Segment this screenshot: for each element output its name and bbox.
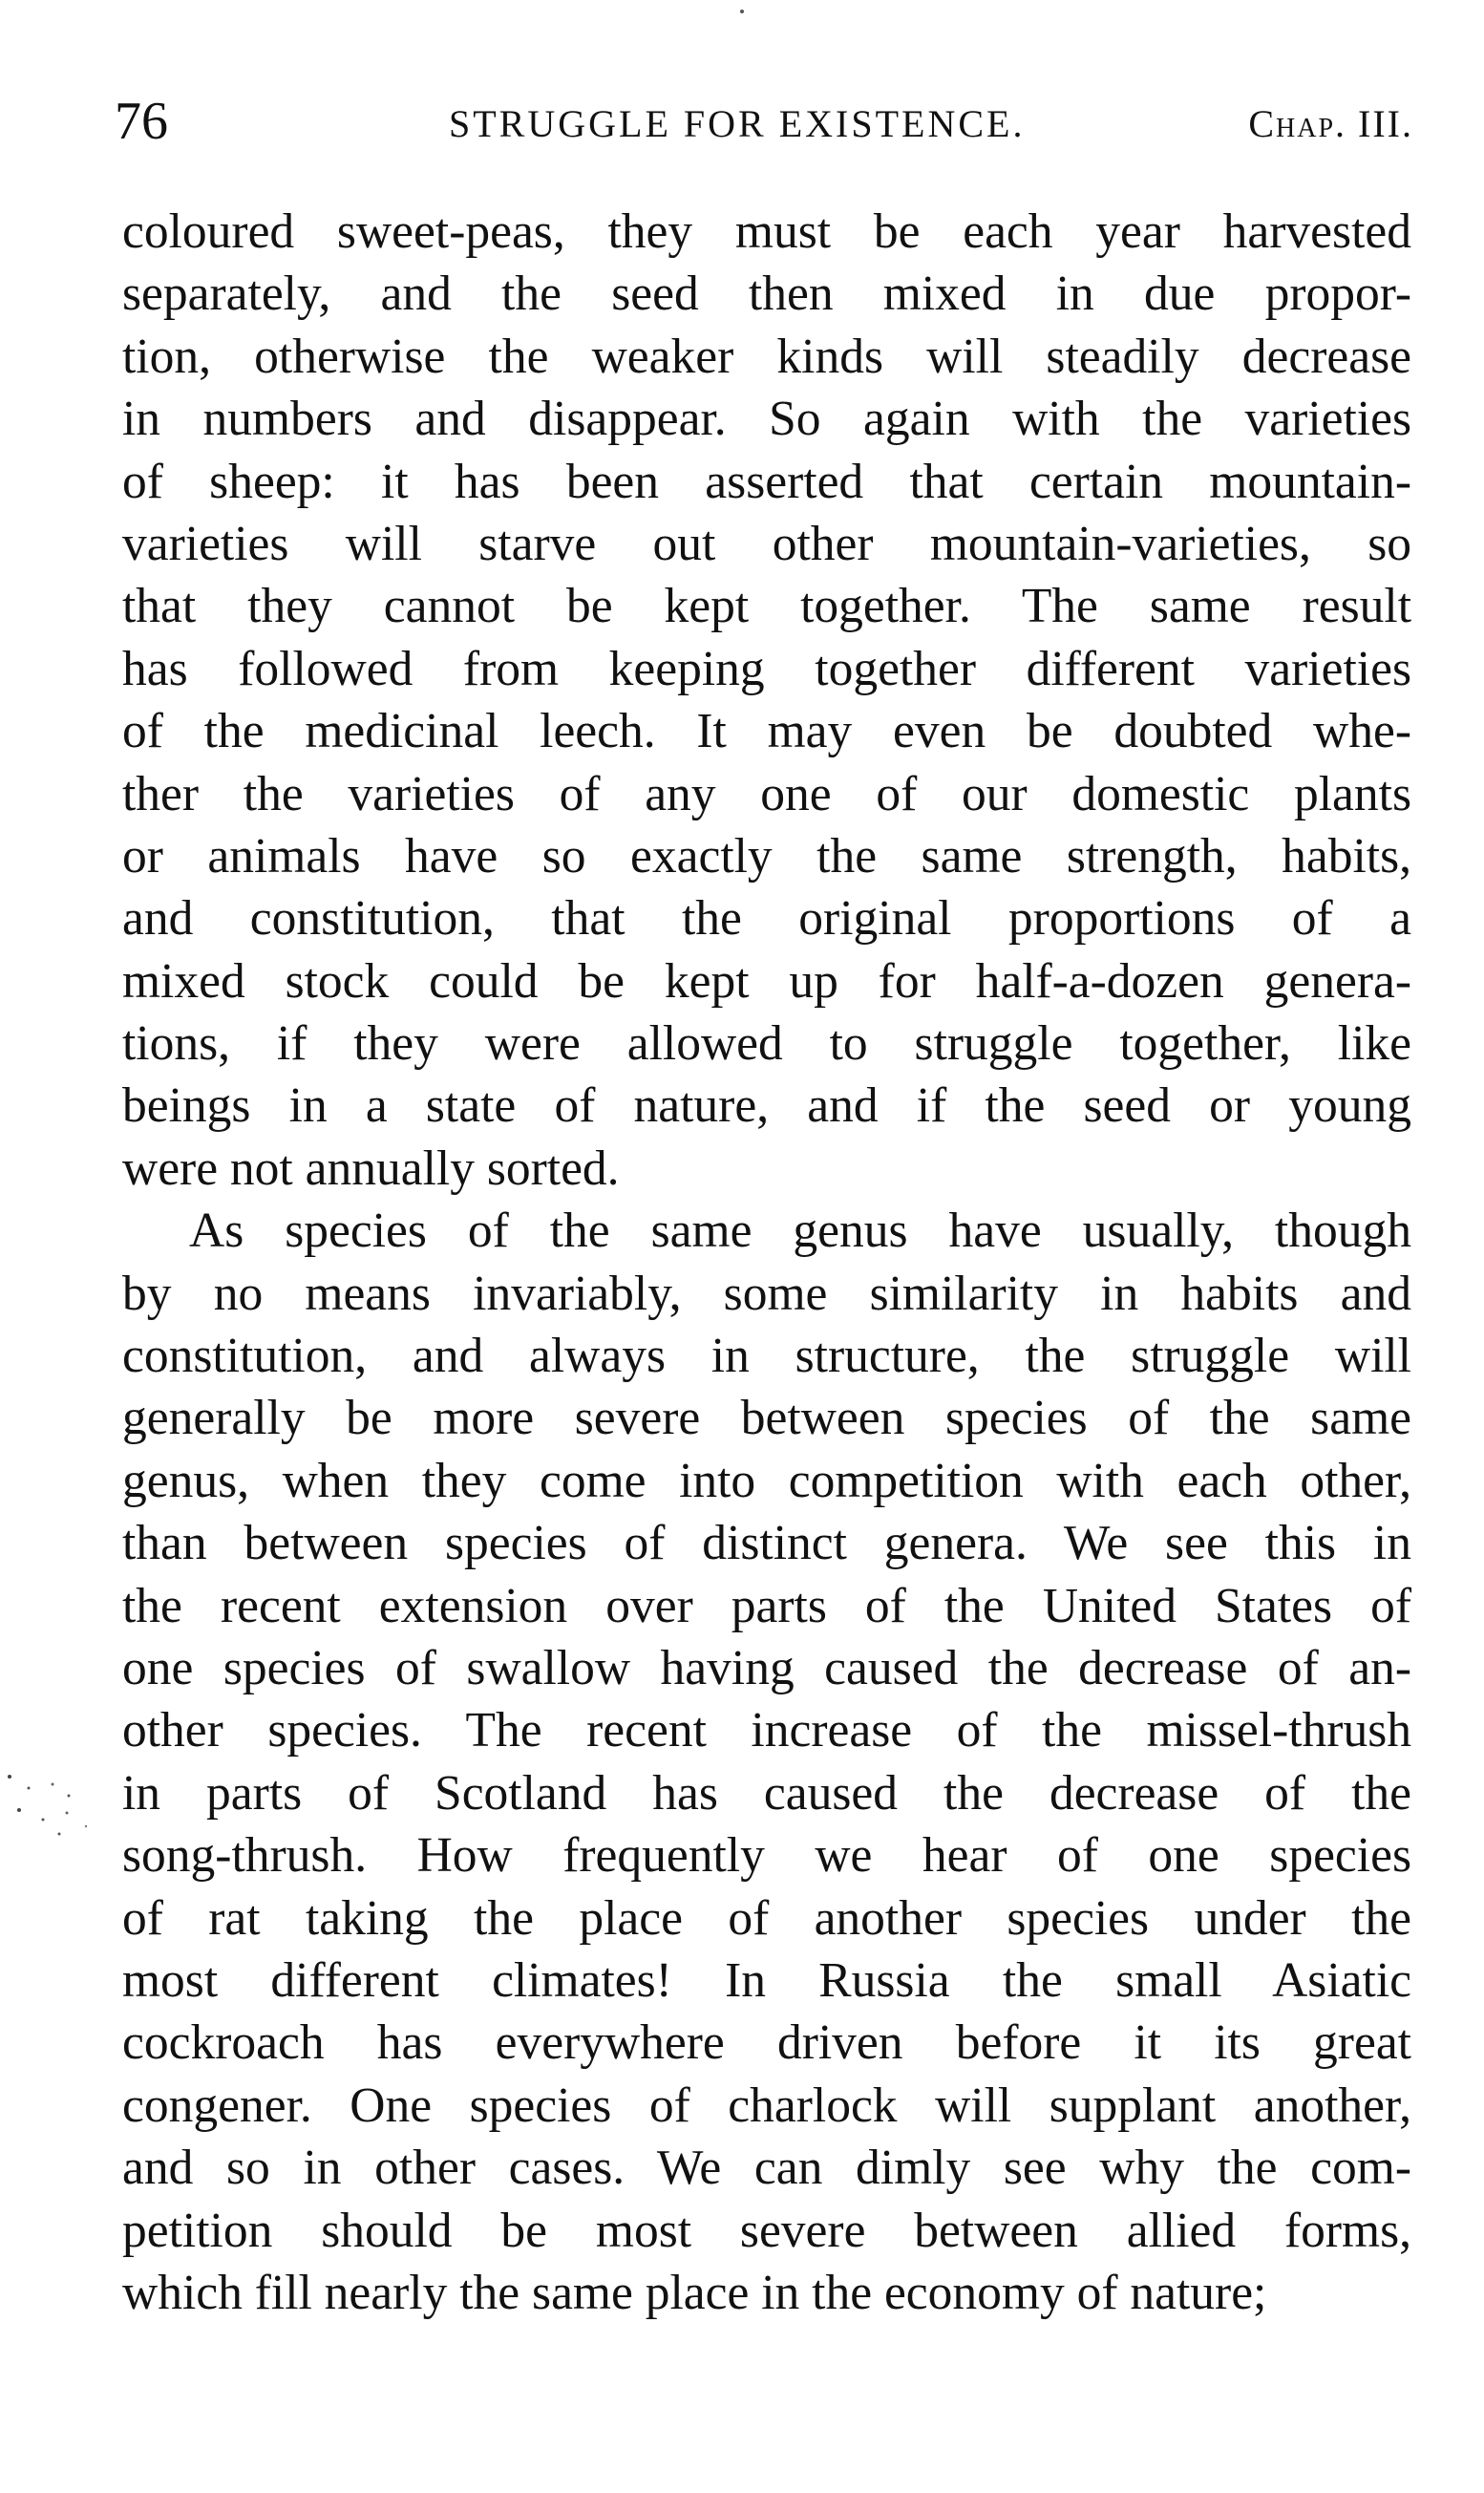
text-line: and constitution, that the original proportions of a — [122, 891, 1411, 947]
chapter-reference: Chap. III. — [1248, 102, 1413, 145]
running-title: STRUGGLE FOR EXISTENCE. — [449, 102, 1026, 145]
text-line: other species. The recent increase of the missel-thrush — [122, 1703, 1411, 1758]
margin-specks — [0, 1767, 115, 1882]
text-line: varieties will starve out other mountain-varieties, so — [122, 516, 1411, 571]
page-number: 76 — [115, 92, 168, 151]
text-line: one species of swallow having caused the decrease of an- — [122, 1640, 1411, 1695]
text-line: in parts of Scotland has caused the decrease of the — [122, 1765, 1411, 1821]
text-line: that they cannot be kept together. The same result — [122, 579, 1411, 634]
page-header — [115, 88, 1413, 155]
text-line: congener. One species of charlock will supplant another, — [122, 2078, 1411, 2133]
text-line: ther the varieties of any one of our domestic plants — [122, 766, 1411, 821]
text-line: of rat taking the place of another species under the — [122, 1890, 1411, 1946]
text-line: mixed stock could be kept up for half-a-dozen genera- — [122, 953, 1411, 1009]
text-line: genus, when they come into competition with each other, — [122, 1453, 1411, 1508]
text-line: separately, and the seed then mixed in due propor- — [122, 266, 1411, 322]
text-line: cockroach has everywhere driven before it its great — [122, 2015, 1411, 2071]
text-line: beings in a state of nature, and if the seed or young — [122, 1078, 1411, 1134]
text-line: coloured sweet-peas, they must be each year harvested — [122, 204, 1411, 259]
text-line: of sheep: it has been asserted that certain mountain- — [122, 454, 1411, 509]
text-line: petition should be most severe between allied forms, — [122, 2203, 1411, 2258]
text-line: by no means invariably, some similarity in habits and — [122, 1266, 1411, 1321]
text-line: tion, otherwise the weaker kinds will steadily decrease — [122, 329, 1411, 384]
text-line: than between species of distinct genera. We see this in — [122, 1516, 1411, 1571]
paragraph-2 — [122, 1200, 1411, 2324]
text-line: most different climates! In Russia the small Asiatic — [122, 1952, 1411, 2008]
text-line: the recent extension over parts of the United States of — [122, 1578, 1411, 1633]
text-line: of the medicinal leech. It may even be doubted whe- — [122, 704, 1411, 759]
text-line: constitution, and always in structure, the struggle will — [122, 1329, 1411, 1384]
text-line: tions, if they were allowed to struggle together, like — [122, 1016, 1411, 1072]
text-line: in numbers and disappear. So again with the varieties — [122, 392, 1411, 447]
text-line: were not annually sorted. — [122, 1140, 620, 1196]
text-line: or animals have so exactly the same strength, habits, — [122, 828, 1411, 884]
text-line: has followed from keeping together different varieties — [122, 641, 1411, 696]
paragraph-1 — [122, 201, 1411, 1200]
text-line: which fill nearly the same place in the economy of nature; — [122, 2265, 1267, 2320]
ink-speck — [740, 10, 744, 13]
text-line: song-thrush. How frequently we hear of one species — [122, 1828, 1411, 1884]
text-line: and so in other cases. We can dimly see why the com- — [122, 2141, 1411, 2196]
text-line: As species of the same genus have usually, though — [189, 1204, 1411, 1259]
text-line: generally be more severe between species of the same — [122, 1391, 1411, 1446]
body-text — [122, 201, 1411, 2324]
